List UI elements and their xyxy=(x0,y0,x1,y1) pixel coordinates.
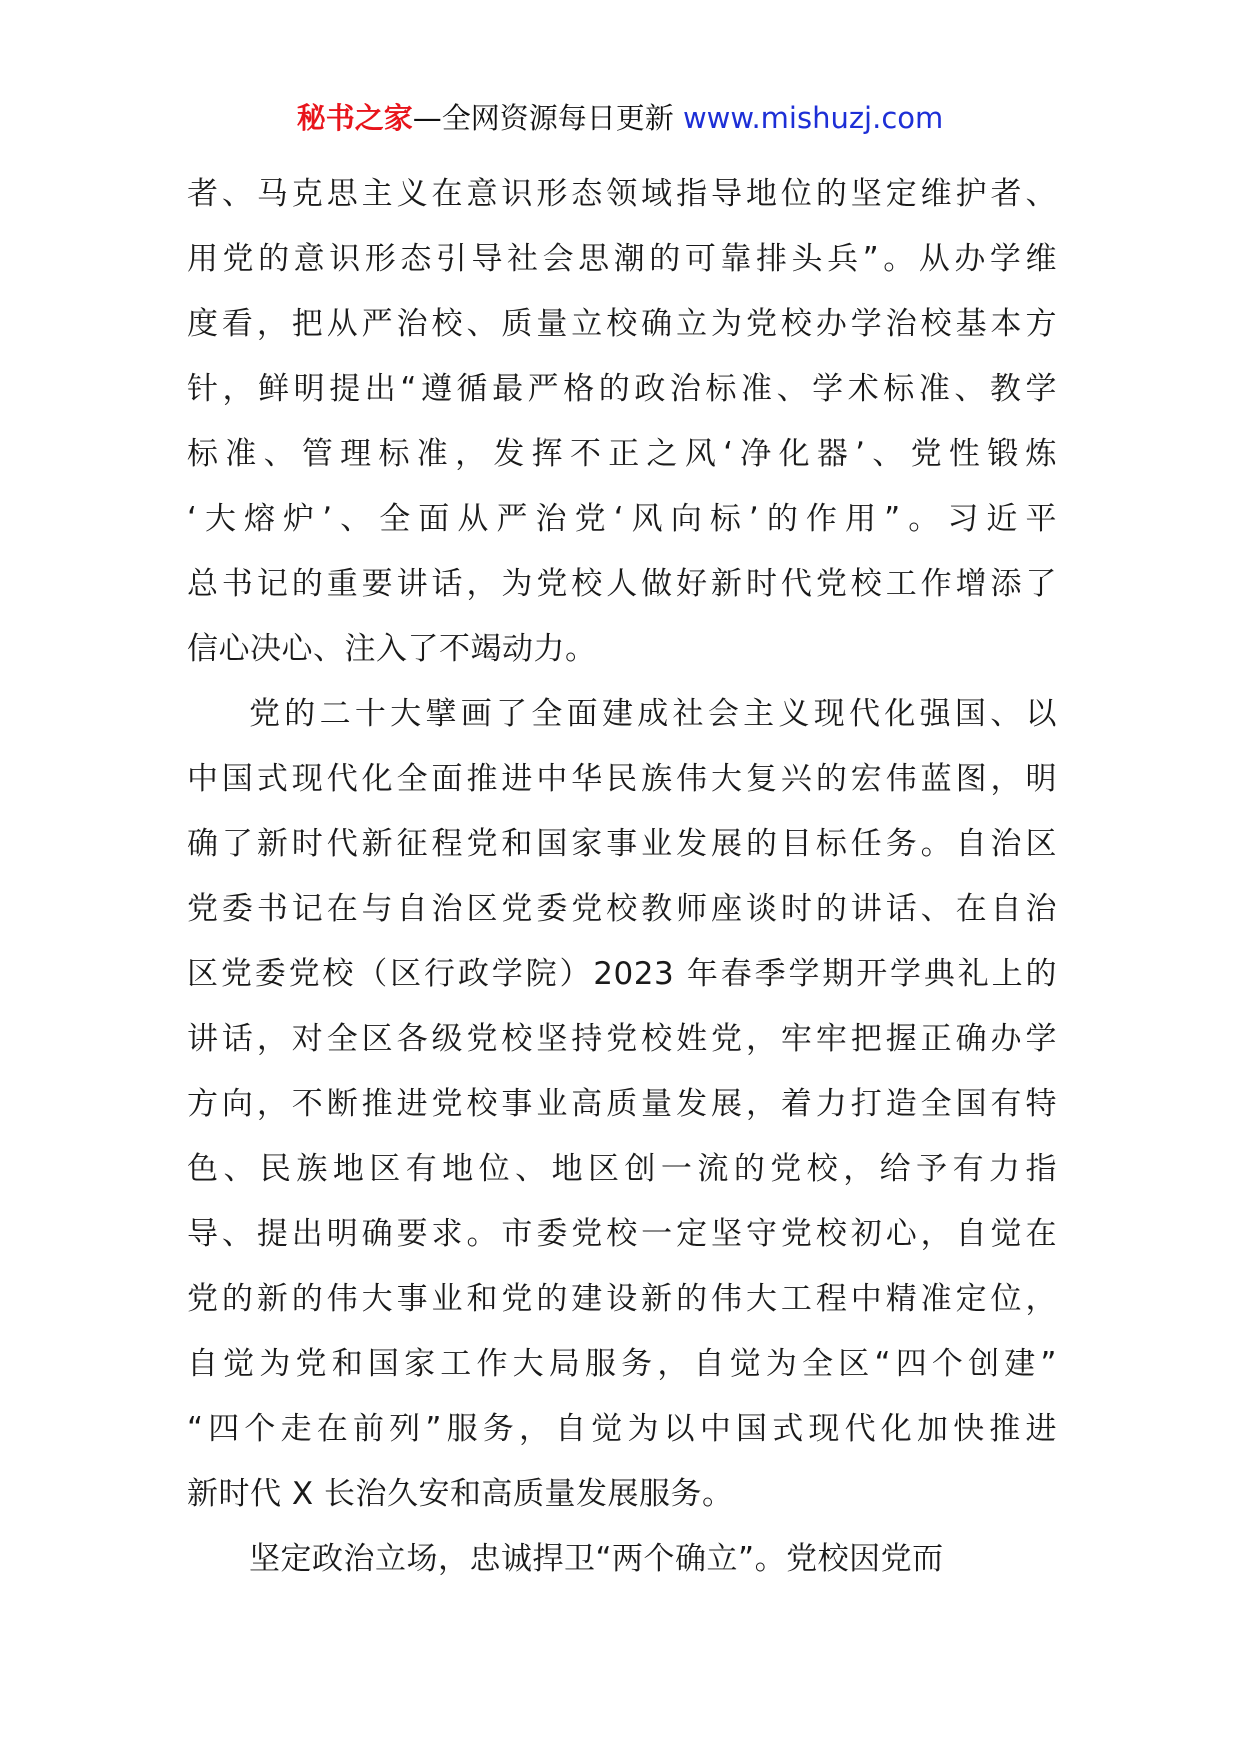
paragraph-first-line: 党的二十大擘画了全面建成社会主义现代化强国、以 xyxy=(249,696,1057,732)
text-line: 者、马克思主义在意识形态领域指导地位的坚定维护者、 xyxy=(187,176,1057,212)
text-line: 信心决心、注入了不竭动力。 xyxy=(187,631,597,667)
text-line: 针，鲜明提出“遵循最严格的政治标准、学术标准、教学 xyxy=(187,371,1057,407)
text-line: “四个走在前列”服务，自觉为以中国式现代化加快推进 xyxy=(187,1411,1057,1447)
document-body xyxy=(187,162,1057,1592)
site-header xyxy=(0,98,1240,138)
paragraph-first-line: 坚定政治立场，忠诚捍卫“两个确立”。党校因党而 xyxy=(249,1541,944,1577)
text-line: 确了新时代新征程党和国家事业发展的目标任务。自治区 xyxy=(187,826,1057,862)
site-url-link[interactable]: www.mishuzj.com xyxy=(682,101,944,135)
text-line: 方向，不断推进党校事业高质量发展，着力打造全国有特 xyxy=(187,1086,1057,1122)
text-line: 导、提出明确要求。市委党校一定坚守党校初心，自觉在 xyxy=(187,1216,1057,1252)
text-line: 中国式现代化全面推进中华民族伟大复兴的宏伟蓝图，明 xyxy=(187,761,1057,797)
text-line: 党委书记在与自治区党委党校教师座谈时的讲话、在自治 xyxy=(187,891,1057,927)
text-line: 标准、管理标准，发挥不正之风‘净化器’、党性锻炼 xyxy=(187,436,1057,472)
text-line: 度看，把从严治校、质量立校确立为党校办学治校基本方 xyxy=(187,306,1057,342)
text-line: 区党委党校（区行政学院）2023 年春季学期开学典礼上的 xyxy=(187,956,1057,992)
text-line: 用党的意识形态引导社会思潮的可靠排头兵”。从办学维 xyxy=(187,241,1057,277)
text-line: 自觉为党和国家工作大局服务，自觉为全区“四个创建” xyxy=(187,1346,1057,1382)
text-line: 总书记的重要讲话，为党校人做好新时代党校工作增添了 xyxy=(187,566,1057,602)
text-line: 讲话，对全区各级党校坚持党校姓党，牢牢把握正确办学 xyxy=(187,1021,1057,1057)
text-line: 色、民族地区有地位、地区创一流的党校，给予有力指 xyxy=(187,1151,1057,1187)
text-line: 新时代 X 长治久安和高质量发展服务。 xyxy=(187,1476,734,1512)
text-line: ‘大熔炉’、全面从严治党‘风向标’的作用”。习近平 xyxy=(187,501,1057,537)
site-slogan: —全网资源每日更新 xyxy=(412,101,683,135)
site-brand: 秘书之家 xyxy=(296,101,413,135)
text-line: 党的新的伟大事业和党的建设新的伟大工程中精准定位， xyxy=(187,1281,1057,1317)
